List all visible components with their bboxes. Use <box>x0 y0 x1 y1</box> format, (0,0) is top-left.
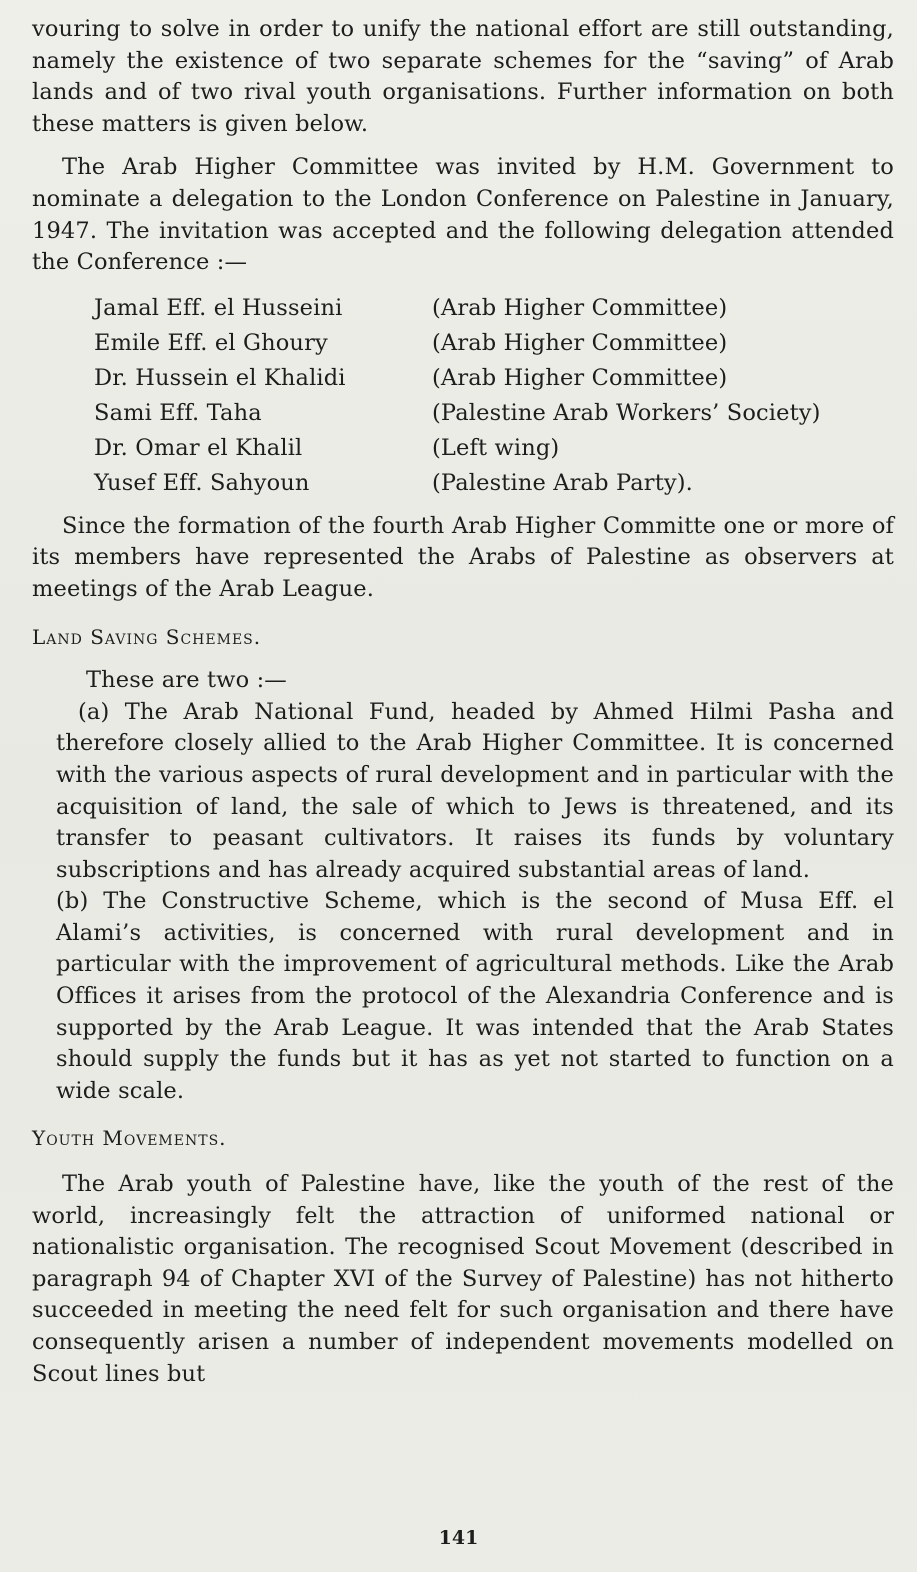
delegation-row <box>94 361 821 396</box>
paragraph-delegation-intro: The Arab Higher Committee was invited by H.M. Government to nominate a delegation to the London Conference on Palestine in January, 1947. The invitation was accepted and the following delegation attended the Conference :— <box>32 154 894 276</box>
land-schemes-intro: These are two :— <box>86 667 287 694</box>
heading-land-saving-schemes: Land Saving Schemes. <box>32 624 262 649</box>
paragraph-youth: The Arab youth of Palestine have, like the youth of the rest of the world, increasingly felt the attraction of uniformed national or nationalistic organisation. The recognised Scout Movement (described in paragraph 94 of Chapter XVI of the Survey of Palestine) has not hitherto succeeded in meeting the need felt for such organisation and there have consequently arisen a number of independent movements modelled on Scout lines but <box>32 1171 894 1387</box>
land-schemes-list <box>32 665 894 1107</box>
delegate-affiliation: (Palestine Arab Party). <box>432 469 693 496</box>
delegate-name: Jamal Eff. el Husseini <box>94 294 343 321</box>
delegate-affiliation: (Palestine Arab Workers’ Society) <box>432 399 821 426</box>
land-scheme-b: (b) The Constructive Scheme, which is the second of Musa Eff. el Alami’s activities, is concerned with rural development and in particular with the improvement of agricultural methods. Like the Arab Offices it arises from the protocol of the Alexandria Conference and is supported by the Arab League. It was intended that the Arab States should supply the funds but it has as yet not started to function on a wide scale. <box>56 888 894 1104</box>
delegation-list <box>94 291 821 501</box>
delegate-name: Dr. Hussein el Khalidi <box>94 364 346 391</box>
delegation-row <box>94 396 821 431</box>
page-number: 141 <box>438 1527 479 1549</box>
paragraph-arab-league: Since the formation of the fourth Arab Higher Committe one or more of its members have represented the Arabs of Palestine as observers at meetings of the Arab League. <box>32 512 894 602</box>
delegate-affiliation: (Left wing) <box>432 434 560 461</box>
delegation-row <box>94 466 821 501</box>
heading-youth-movements: Youth Movements. <box>32 1126 227 1151</box>
delegate-name: Yusef Eff. Sahyoun <box>94 469 310 496</box>
body-text <box>32 14 894 1390</box>
land-scheme-a: (a) The Arab National Fund, headed by Ahmed Hilmi Pasha and therefore closely allied to the Arab Higher Committee. It is concerned with the various aspects of rural development and in particular with the acquisition of land, the sale of which to Jews is threatened, and its transfer to peasant cultivators. It raises its funds by voluntary subscriptions and has already acquired substantial areas of land. <box>56 698 894 883</box>
delegate-name: Sami Eff. Taha <box>94 399 262 426</box>
delegation-row <box>94 431 821 466</box>
delegation-row <box>94 291 821 326</box>
delegate-affiliation: (Arab Higher Committee) <box>432 294 728 321</box>
delegate-name: Dr. Omar el Khalil <box>94 434 303 461</box>
delegate-affiliation: (Arab Higher Committee) <box>432 329 728 356</box>
paragraph-continuation: vouring to solve in order to unify the national effort are still outstanding, namely the existence of two separate schemes for the “saving” of Arab lands and of two rival youth organisations. Further information on both these matters is given below. <box>32 16 894 137</box>
delegate-name: Emile Eff. el Ghoury <box>94 329 328 356</box>
delegation-row <box>94 326 821 361</box>
delegate-affiliation: (Arab Higher Committee) <box>432 364 728 391</box>
